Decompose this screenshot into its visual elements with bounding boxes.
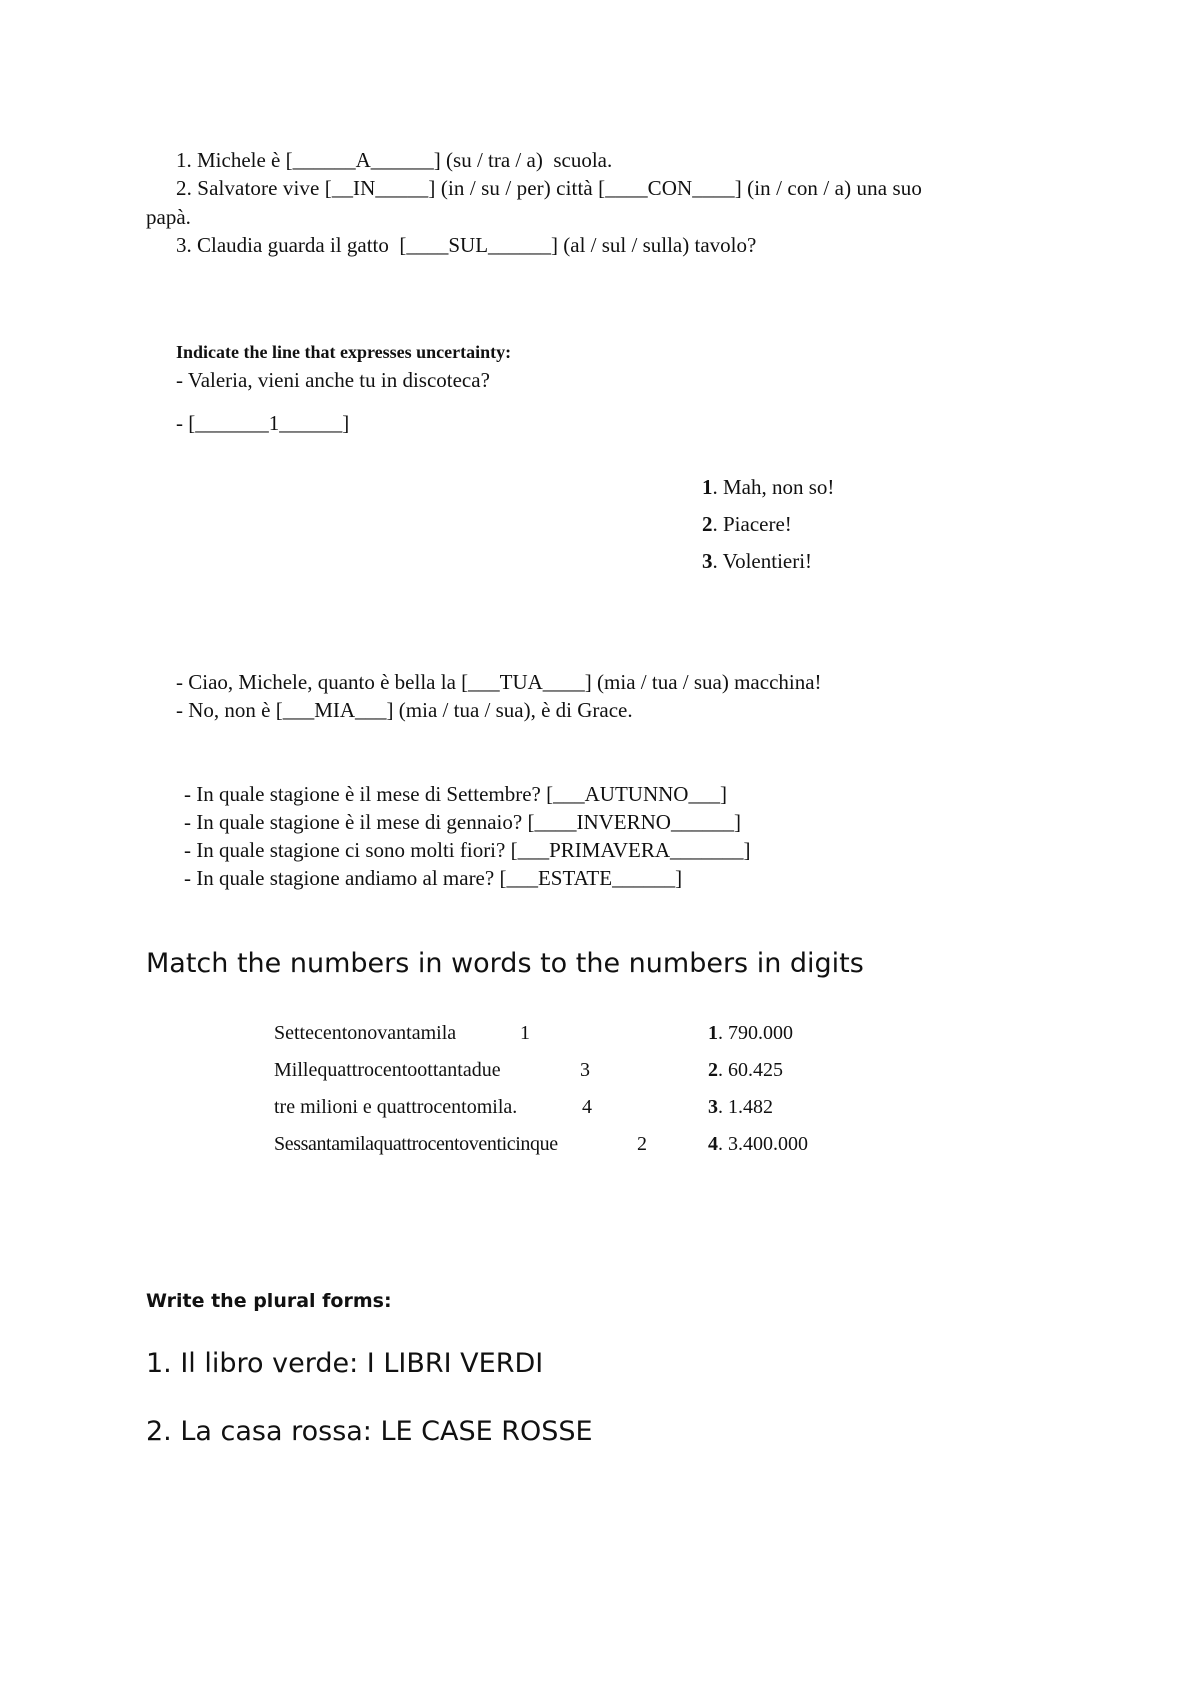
option-number: 3: [702, 549, 713, 573]
preposition-question-2-continuation: papà.: [146, 205, 191, 229]
possessive-line-2: - No, non è [___MIA___] (mia / tua / sua), è di Grace.: [176, 698, 633, 722]
preposition-question-3: 3. Claudia guarda il gatto [____SUL______] (al / sul / sulla) tavolo?: [176, 233, 757, 257]
option-text: . Piacere!: [712, 512, 792, 536]
uncertainty-option-2: [702, 512, 792, 537]
digit-number: 2: [708, 1059, 718, 1081]
number-word-answer-4: 2: [637, 1133, 647, 1155]
season-question-1: - In quale stagione è il mese di Settembre? [___AUTUNNO___]: [184, 782, 727, 806]
plural-item-1: 1. Il libro verde: I LIBRI VERDI: [146, 1348, 544, 1379]
uncertainty-option-3: [702, 549, 812, 574]
season-question-4: - In quale stagione andiamo al mare? [___ESTATE______]: [184, 866, 683, 890]
preposition-question-2: 2. Salvatore vive [__IN_____] (in / su / per) città [____CON____] (in / con / a) una suo: [176, 176, 922, 200]
uncertainty-question: - Valeria, vieni anche tu in discoteca?: [176, 368, 490, 392]
option-number: 1: [702, 475, 713, 499]
uncertainty-option-1: [702, 475, 834, 500]
digit-number: 1: [708, 1022, 718, 1044]
number-digit-3: [708, 1096, 773, 1119]
digit-value: . 1.482: [718, 1096, 773, 1118]
number-word-1: Settecentonovantamila: [274, 1022, 457, 1044]
number-word-2: Millequattrocentoottantadue: [274, 1059, 501, 1081]
digit-number: 3: [708, 1096, 718, 1118]
possessive-line-1: - Ciao, Michele, quanto è bella la [___TUA____] (mia / tua / sua) macchina!: [176, 670, 822, 694]
numbers-heading: Match the numbers in words to the numbers in digits: [146, 948, 864, 979]
season-question-3: - In quale stagione ci sono molti fiori? [___PRIMAVERA_______]: [184, 838, 751, 862]
number-digit-1: [708, 1022, 793, 1045]
digit-value: . 790.000: [718, 1022, 793, 1044]
digit-value: . 3.400.000: [718, 1133, 808, 1155]
season-question-2: - In quale stagione è il mese di gennaio? [____INVERNO______]: [184, 810, 741, 834]
number-digit-2: [708, 1059, 783, 1082]
number-word-answer-1: 1: [520, 1022, 530, 1044]
digit-value: . 60.425: [718, 1059, 783, 1081]
option-text: . Mah, non so!: [712, 475, 835, 499]
number-word-4: Sessantamilaquattrocentoventicinque: [274, 1133, 558, 1155]
number-word-answer-2: 3: [580, 1059, 590, 1081]
plurals-heading: Write the plural forms:: [146, 1290, 392, 1312]
plural-item-2: 2. La casa rossa: LE CASE ROSSE: [146, 1416, 593, 1447]
option-text: . Volentieri!: [712, 549, 813, 573]
uncertainty-heading: Indicate the line that expresses uncertainty:: [176, 342, 512, 362]
number-word-answer-3: 4: [582, 1096, 592, 1118]
number-digit-4: [708, 1133, 808, 1156]
uncertainty-answer: - [_______1______]: [176, 411, 350, 435]
preposition-question-1: 1. Michele è [______A______] (su / tra / a) scuola.: [176, 148, 613, 172]
number-word-3: tre milioni e quattrocentomila.: [274, 1096, 518, 1118]
option-number: 2: [702, 512, 713, 536]
digit-number: 4: [708, 1133, 718, 1155]
